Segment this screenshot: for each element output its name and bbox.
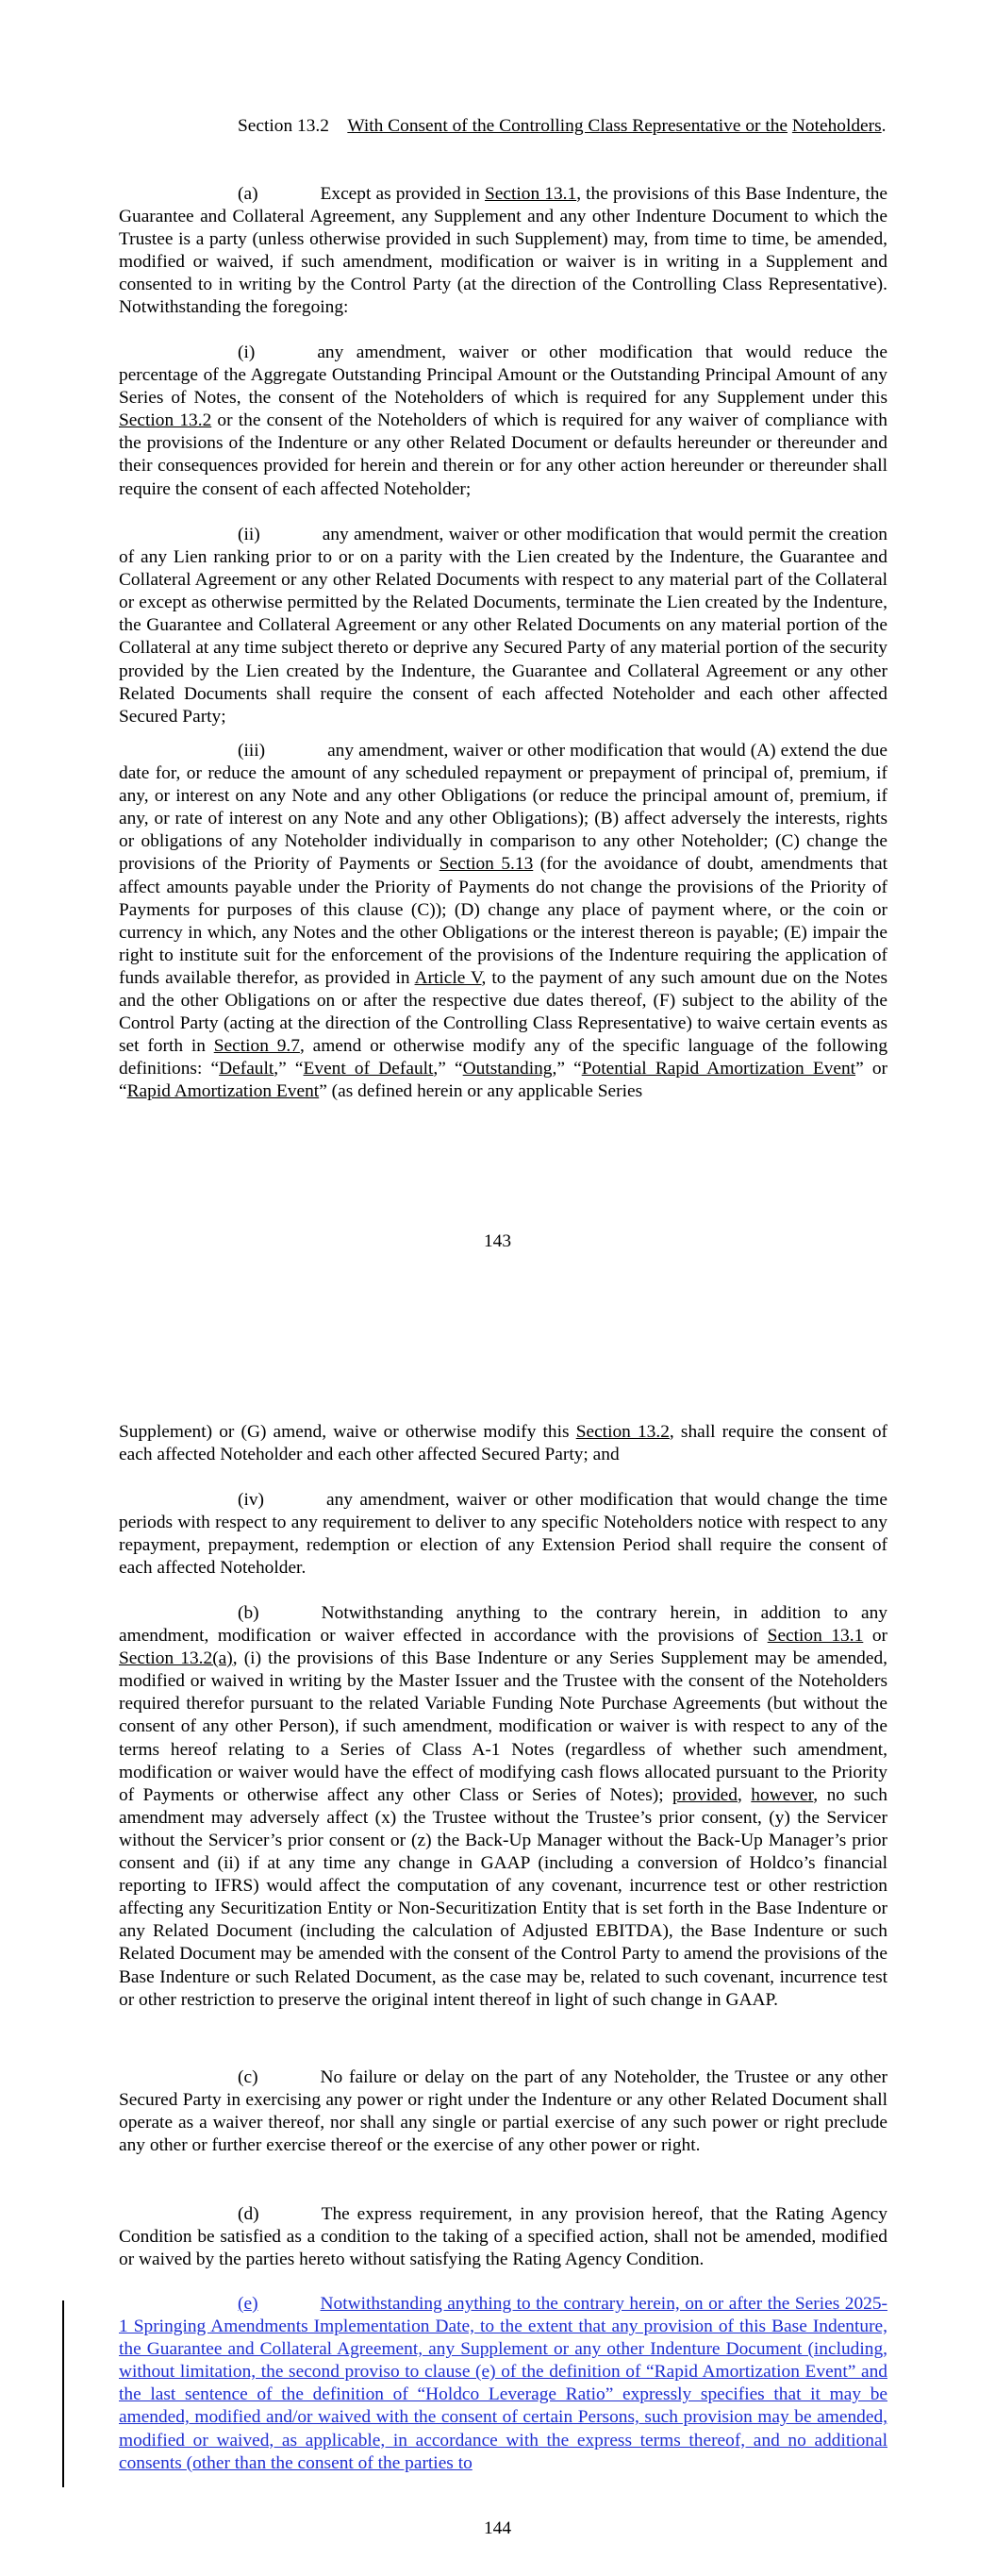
para-iii-text-2: (for the avoidance of doubt, amendments that affect amounts payable under the Priority of Payments do not change the provisions of the Priority of Payments for purposes of this clause (C)); (D) change any place of payment where, or the coin or currency in which, any Notes and the other Obligations or the interest thereon is payable; (E) impair the right to institute suit for the enforcement of the provisions of the Indenture requiring the application of funds available therefor, as provided in: [119, 854, 887, 988]
para-c-label: (c): [238, 2067, 258, 2087]
para-b-text-1: Notwithstanding anything to the contrary herein, in addition to any amendment, modification or waiver effected in accordance with the provisions of: [119, 1603, 887, 1647]
section-title-cont: Noteholders: [791, 116, 882, 136]
para-b-label: (b): [238, 1603, 259, 1623]
para-c-text: No failure or delay on the part of any Noteholder, the Trustee or any other Secured Party in exercising any power or right under the Indenture or any other Related Document shall operate as a waiver thereof, nor shall any single or partial exercise of any such power or right preclude any other or further exercise thereof or the exercise of any other power or right.: [119, 2067, 887, 2156]
sep: ” or “: [119, 1059, 887, 1102]
cross-ref-section-9-7[interactable]: Section 9.7: [213, 1036, 300, 1057]
cross-ref-section-13-2[interactable]: Section 13.2: [119, 410, 212, 431]
cross-ref-section-5-13[interactable]: Section 5.13: [439, 854, 534, 875]
page-break: [0, 1312, 995, 1317]
para-a-text-1: Except as provided in: [320, 184, 485, 204]
para-b-or: or: [863, 1626, 887, 1647]
paragraph-d: [119, 2203, 887, 2271]
section-title: With Consent of the Controlling Class Representative or the: [347, 116, 788, 136]
para-iii-text-3: , to the payment of any such amount due on the Notes and the other Obligations on or after the respective due dates thereof, (F) subject to the ability of the Control Party (acting at the direction of the Controlling Class Representative) to waive certain events as set forth in: [119, 967, 887, 1057]
paragraph-i: [119, 342, 887, 501]
paragraph-iii-continued: [119, 1421, 887, 1466]
cross-ref-section-13-1[interactable]: Section 13.1: [484, 184, 577, 204]
defined-term-outstanding: Outstanding: [462, 1059, 553, 1079]
para-iv-text: any amendment, waiver or other modification that would change the time periods with respect to any requirement to deliver to any specific Noteholders notice with respect to any repayment, prepayment, redemption or election of any Extension Period shall require the consent of each affected Noteholder.: [119, 1490, 887, 1579]
page-number-143: 143: [483, 1231, 512, 1251]
para-iii-text-5: ” (as defined herein or any applicable Series: [319, 1081, 643, 1102]
cont-text-2: , shall require the consent of each affected Noteholder and each other affected Secured Party; and: [119, 1422, 887, 1465]
sep: ,” “: [433, 1059, 463, 1079]
para-i-text-1: any amendment, waiver or other modification that would reduce the percentage of the Aggregate Outstanding Principal Amount or the Outstanding Principal Amount of any Series of Notes, the consent of the Noteholders of which is required for any Supplement under this: [119, 343, 887, 409]
para-a-text-2: , the provisions of this Base Indenture, the Guarantee and Collateral Agreement, any Supplement and any other Indenture Document to which the Trustee is a party (unless otherwise provided in such Supplement) may, from time to time, be amended, modified or waived, if such amendment, modification or waiver is in writing in a Supplement and consented to in writing by the Control Party (at the direction of the Controlling Class Representative). Notwithstanding the foregoing:: [119, 184, 888, 318]
paragraph-ii: [119, 524, 887, 728]
para-e-text: Notwithstanding anything to the contrary herein, on or after the Series 2025-1 Springing Amendments Implementation Date, to the extent that any provision of this Base Indenture, the Guarantee and Collateral Agreement, any Supplement or any other Indenture Document (including, without limitation, the second proviso to clause (e) of the definition of “Rapid Amortization Event” and the last sentence of the definition of “Holdco Leverage Ratio” expressly specifies that it may be amended, modified and/or waived with the consent of certain Persons, such provision may be amended, modified or waived, as applicable, in accordance with the express terms thereof, and no additional consents (other than the consent of the parties to: [119, 2294, 887, 2473]
para-i-label: (i): [238, 343, 256, 362]
defined-term-rapid-amortization-event: Rapid Amortization Event: [126, 1081, 320, 1102]
defined-term-default: Default: [219, 1059, 274, 1079]
paragraph-a: [119, 183, 887, 320]
comma: ,: [737, 1784, 752, 1805]
para-a-label: (a): [238, 184, 258, 204]
cross-ref-section-13-2a[interactable]: Section 13.2(a): [119, 1648, 233, 1669]
para-b-text-2: , (i) the provisions of this Base Indenture or any Series Supplement may be amended, modified or waived in writing by the Master Issuer and the Trustee with the consent of the Noteholders required therefor pursuant to the related Variable Funding Note Purchase Agreements (but without the consent of any other Person), if such amendment, modification or waiver is with respect to any of the terms hereof relating to a Series of Class A-1 Notes (regardless of whether such amendment, modification or waiver would have the effect of modifying cash flows allocated pursuant to the Priority of Payments or otherwise affect any other Class or Series of Notes);: [119, 1648, 888, 1805]
section-heading: Section 13.2 With Consent of the Controlling Class Representative or the Noteholders.: [238, 116, 887, 136]
defined-term-potential-rapid-amortization-event: Potential Rapid Amortization Event: [581, 1059, 856, 1079]
page-number-144: 144: [483, 2518, 512, 2538]
cross-ref-section-13-1[interactable]: Section 13.1: [767, 1626, 864, 1647]
para-i-text-2: or the consent of the Noteholders of which is required for any waiver of compliance with the provisions of the Indenture or any other Related Document or defaults hereunder or thereunder and their consequences provided for herein and therein or for any other action hereunder or thereunder shall require the consent of each affected Noteholder;: [119, 410, 887, 499]
paragraph-iv: [119, 1489, 887, 1580]
sep: ,” “: [274, 1059, 304, 1079]
revision-change-bar: [62, 2300, 64, 2487]
section-number: Section 13.2: [238, 116, 329, 136]
para-d-text: The express requirement, in any provision hereof, that the Rating Agency Condition be satisfied as a condition to the taking of a specified action, shall not be amended, modified or waived by the parties hereto without satisfying the Rating Agency Condition.: [119, 2204, 887, 2270]
cross-ref-section-13-2[interactable]: Section 13.2: [575, 1422, 670, 1442]
cross-ref-article-v[interactable]: Article V: [414, 967, 482, 988]
para-ii-text: any amendment, waiver or other modification that would permit the creation of any Lien ranking prior to or on a parity with the Lien created by the Indenture, the Guarantee and Collateral Agreement or any other Related Documents with respect to any material part of the Collateral or except as otherwise permitted by the Related Documents, terminate the Lien created by the Indenture, the Guarantee and Collateral Agreement or any other Related Documents on any material portion of the Collateral at any time subject thereto or deprive any Secured Party of any material portion of the security provided by the Lien created by the Indenture, the Guarantee and Collateral Agreement or any other Related Documents shall require the consent of each affected Noteholder and each other affected Secured Party;: [119, 525, 887, 727]
defined-term-event-of-default: Event of Default: [303, 1059, 434, 1079]
paragraph-iii: [119, 740, 887, 1104]
sep: ,” “: [552, 1059, 582, 1079]
term-however: however: [751, 1784, 814, 1805]
para-iii-label: (iii): [238, 741, 266, 761]
para-e-label: (e): [238, 2294, 258, 2314]
para-iii-text-1: any amendment, waiver or other modification that would (A) extend the due date for, or reduce the amount of any scheduled repayment or prepayment of principal of, premium, if any, or interest on any Note and any other Obligations (or reduce the principal amount of, premium, if any, or rate of interest on any Note and any other Obligations); (B) affect adversely the interests, rights or obligations of any Noteholder individually in comparison to any other Noteholder; (C) change the provisions of the Priority of Payments or: [119, 741, 887, 875]
paragraph-e-revision: [119, 2293, 887, 2475]
cont-text-1: Supplement) or (G) amend, waive or otherwise modify this: [119, 1422, 576, 1442]
para-iv-label: (iv): [238, 1490, 264, 1510]
para-iii-text-4: , amend or otherwise modify any of the specific language of the following definitions: “: [119, 1036, 888, 1079]
paragraph-c: [119, 2066, 887, 2157]
para-d-label: (d): [238, 2204, 259, 2224]
term-provided: provided: [672, 1784, 738, 1805]
paragraph-b: [119, 1602, 887, 2012]
para-b-text-3: , no such amendment may adversely affect (x) the Trustee without the Trustee’s prior consent, (y) the Servicer without the Servicer’s prior consent or (z) the Back-Up Manager without the Back-Up Manager’s prior consent and (ii) if at any time any change in GAAP (including a conversion of Holdco’s financial reporting to IFRS) would affect the computation of any covenant, incurrence test or other restriction affecting any Securitization Entity or Non-Securitization Entity that is set forth in the Base Indenture or any Related Document (including the calculation of Adjusted EBITDA), the Base Indenture or such Related Document may be amended with the consent of the Control Party to amend the provisions of the Base Indenture or such Related Document, as the case may be, related to such covenant, incurrence test or other restriction to preserve the original intent thereof in light of such change in GAAP.: [119, 1784, 887, 2010]
para-ii-label: (ii): [238, 525, 260, 544]
